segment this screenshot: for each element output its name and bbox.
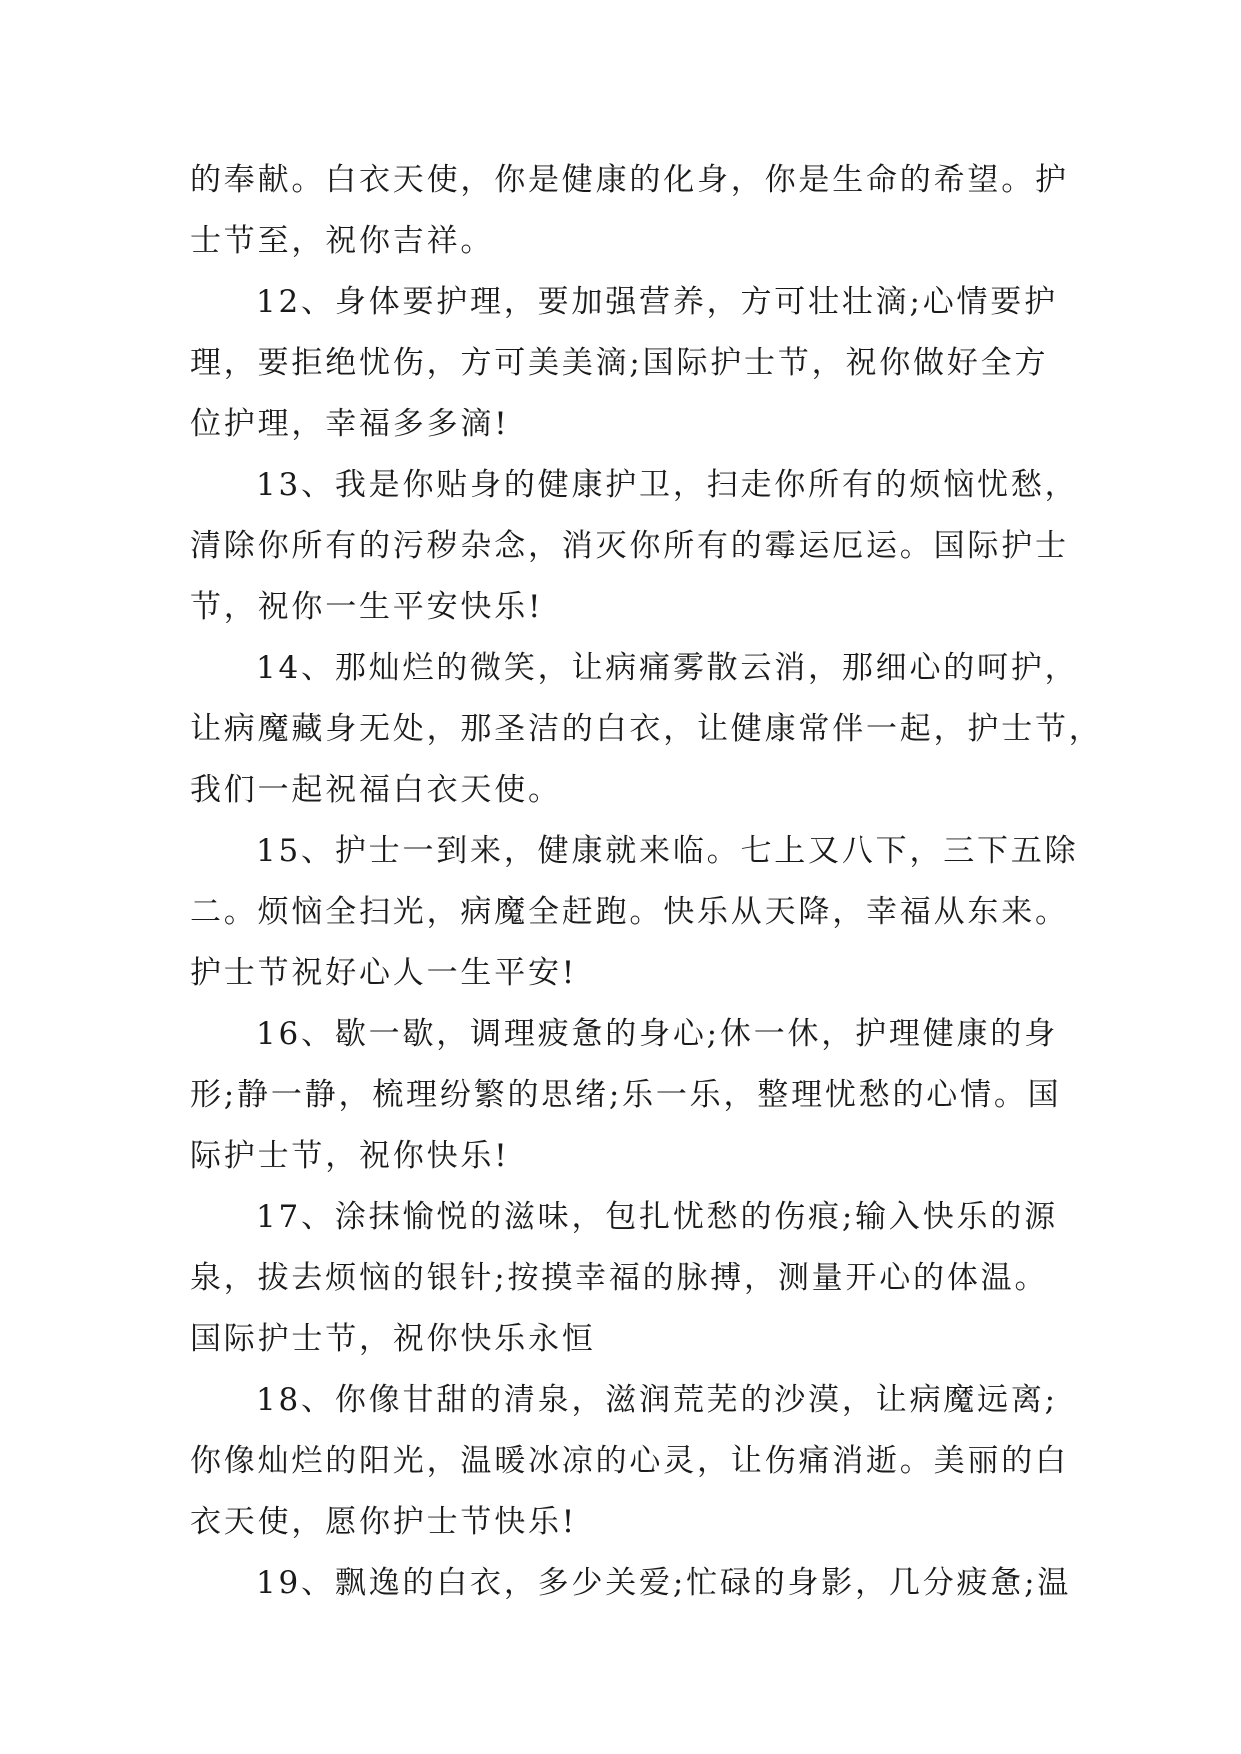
- text-line: 位护理，幸福多多滴!: [190, 406, 510, 442]
- body-text: [190, 150, 1103, 1614]
- text-line: 护士节祝好心人一生平安!: [190, 955, 578, 991]
- paragraph-16-start: 16、歇一歇，调理疲惫的身心;休一休，护理健康的身: [256, 1016, 1058, 1052]
- paragraph-18-start: 18、你像甘甜的清泉，滋润荒芜的沙漠，让病魔远离;: [256, 1382, 1058, 1418]
- text-line: 际护士节，祝你快乐!: [190, 1138, 510, 1174]
- text-line: 让病魔藏身无处，那圣洁的白衣，让健康常伴一起，护士节，: [190, 711, 1103, 747]
- paragraph-15-start: 15、护士一到来，健康就来临。七上又八下，三下五除: [256, 833, 1079, 869]
- paragraph-13-start: 13、我是你贴身的健康护卫，扫走你所有的烦恼忧愁，: [256, 467, 1079, 503]
- paragraph-19-start: 19、飘逸的白衣，多少关爱;忙碌的身影，几分疲惫;温: [256, 1565, 1072, 1601]
- text-line: 我们一起祝福白衣天使。: [190, 772, 562, 808]
- paragraph-17-start: 17、涂抹愉悦的滋味，包扎忧愁的伤痕;输入快乐的源: [256, 1199, 1058, 1235]
- text-line: 节，祝你一生平安快乐!: [190, 589, 544, 625]
- paragraph-12-start: 12、身体要护理，要加强营养，方可壮壮滴;心情要护: [256, 284, 1058, 320]
- text-line: 士节至，祝你吉祥。: [190, 223, 495, 259]
- text-line: 泉，拔去烦恼的银针;按摸幸福的脉搏，测量开心的体温。: [190, 1260, 1049, 1296]
- text-line: 清除你所有的污秽杂念，消灭你所有的霉运厄运。国际护士: [190, 528, 1069, 564]
- text-line: 理，要拒绝忧伤，方可美美滴;国际护士节，祝你做好全方: [190, 345, 1049, 381]
- text-line: 你像灿烂的阳光，温暖冰凉的心灵，让伤痛消逝。美丽的白: [190, 1443, 1069, 1479]
- text-line: 二。烦恼全扫光，病魔全赶跑。快乐从天降，幸福从东来。: [190, 894, 1069, 930]
- text-line: 国际护士节，祝你快乐永恒: [190, 1321, 596, 1357]
- text-line: 衣天使，愿你护士节快乐!: [190, 1504, 578, 1540]
- paragraph-14-start: 14、那灿烂的微笑，让病痛雾散云消，那细心的呵护，: [256, 650, 1079, 686]
- text-line: 的奉献。白衣天使，你是健康的化身，你是生命的希望。护: [190, 162, 1069, 198]
- text-line: 形;静一静，梳理纷繁的思绪;乐一乐，整理忧愁的心情。国: [190, 1077, 1062, 1113]
